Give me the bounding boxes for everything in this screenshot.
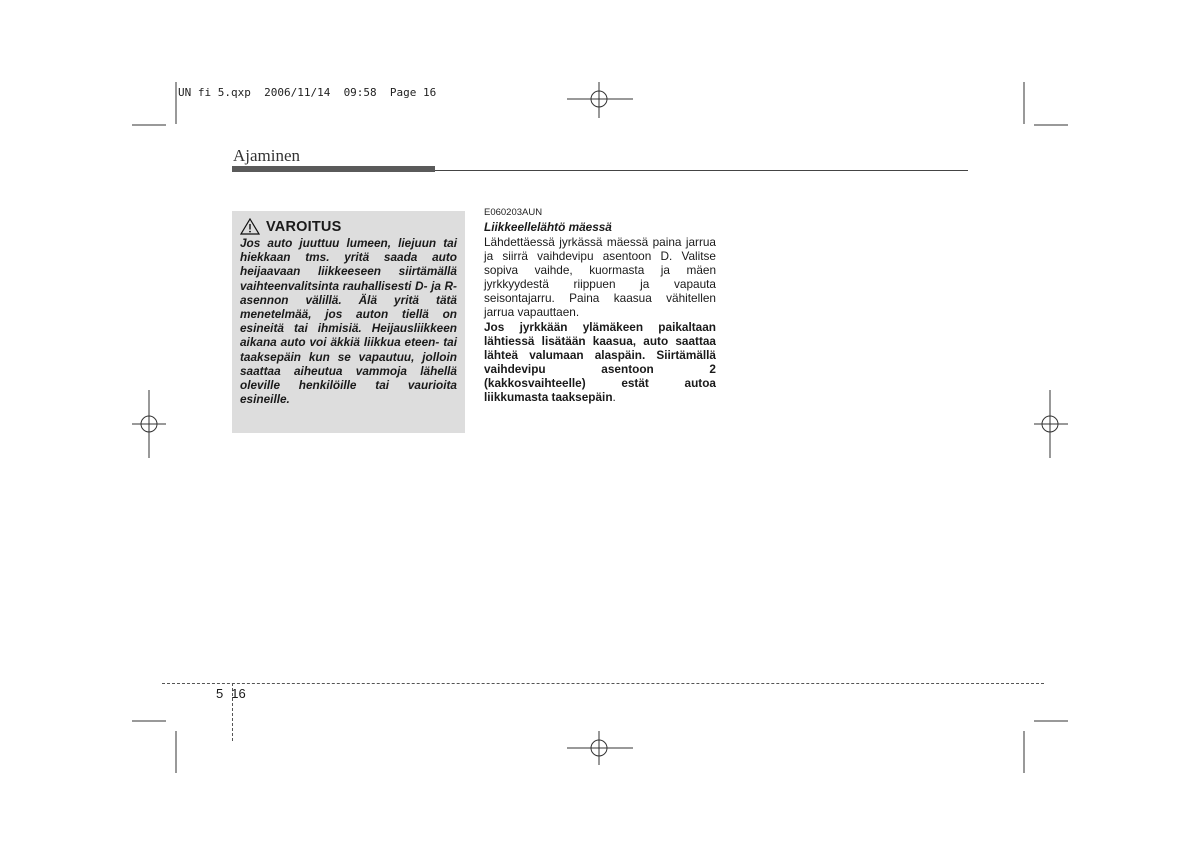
chapter-number: 5 bbox=[216, 686, 224, 701]
warning-header bbox=[240, 218, 457, 235]
section-title: Ajaminen bbox=[233, 146, 301, 165]
page-number bbox=[216, 686, 246, 701]
title-rule-thin bbox=[435, 170, 968, 171]
warning-triangle-icon bbox=[240, 218, 260, 235]
content-column bbox=[484, 207, 716, 404]
warning-box bbox=[232, 211, 465, 433]
warning-title: VAROITUS bbox=[266, 218, 342, 235]
title-rule-thick bbox=[232, 166, 435, 172]
section-paragraph: Lähdettäessä jyrkässä mäessä paina jarrua ja siirrä vaihdevipu asentoon D. Valitse sopiva vaihde, kuormasta ja mäen jyrkkyydestä riippuen ja vapauta seisontajarru. Paina kaasua vähitellen jarrua vapauttaen. bbox=[484, 235, 716, 320]
section-bold-paragraph bbox=[484, 320, 716, 405]
page-number-value: 16 bbox=[231, 686, 246, 701]
section-heading: Liikkeellelähtö mäessä bbox=[484, 220, 612, 234]
bold-paragraph-end: . bbox=[612, 390, 616, 405]
bold-paragraph-text: Jos jyrkkään ylämäkeen paikaltaan lähtiessä lisätään kaasua, auto saattaa lähteä valumaan alaspäin. Siirtämällä vaihdevipu asentoon 2 (kakkosvaihteelle) estät autoa liikkumasta taaksepäin bbox=[484, 319, 716, 405]
warning-text: Jos auto juuttuu lumeen, liejuun tai hiekkaan tms. yritä saada auto heijaavaan liikkeeseen siirtämällä vaihteenvalitsinta rauhallisesti D- ja R-asennon välillä. Älä yritä tätä menetelmää, jos auton tiellä on esineitä tai ihmisiä. Heijausliikkeen aikana auto voi äkkiä liikkua eteen- tai taaksepäin kun se vapautuu, jolloin saattaa aiheutua vammoja lähellä oleville henkilöille tai vaurioita esineille. bbox=[240, 236, 457, 407]
section-code: E060203AUN bbox=[484, 207, 543, 218]
footer-rule bbox=[162, 683, 1044, 684]
print-slug-line: UN fi 5.qxp 2006/11/14 09:58 Page 16 bbox=[178, 86, 437, 99]
